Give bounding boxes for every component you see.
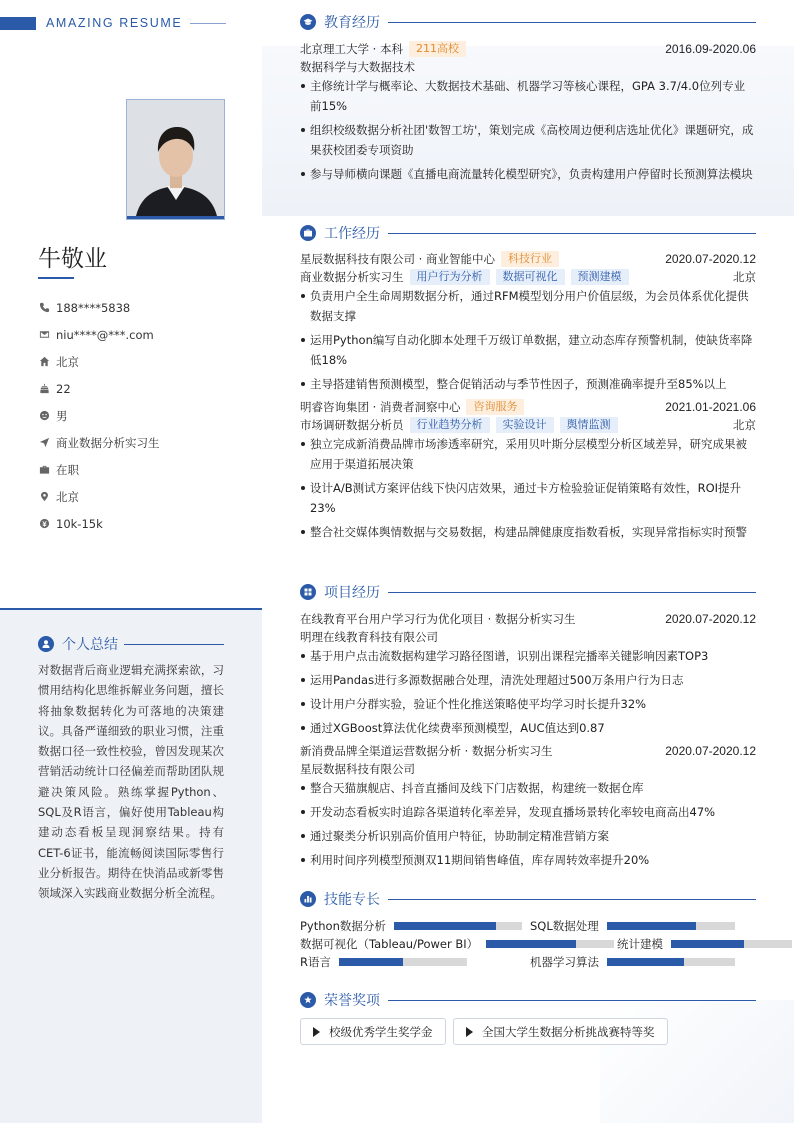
skill-tag: 数据可视化 <box>496 269 565 285</box>
info-email <box>38 321 160 348</box>
project-org-row <box>300 760 756 778</box>
awards-heading <box>300 990 756 1010</box>
list-item: 组织校级数据分析社团'数智工坊'，策划完成《高校周边便利店选址优化》课题研究，成果获校团委专项资助 <box>300 120 756 160</box>
salary-icon <box>38 518 50 530</box>
education-date: 2016.09-2020.06 <box>665 42 756 56</box>
project-bullets <box>300 646 756 742</box>
list-item: 负责用户全生命周期数据分析，通过RFM模型划分用户价值层级，为会员体系优化提供数据支撑 <box>300 286 756 326</box>
job-bullets <box>300 286 756 398</box>
info-text: 男 <box>56 408 68 423</box>
skill-tag: 预测建模 <box>571 269 629 285</box>
personal-info-list <box>38 294 160 537</box>
section-line <box>388 233 756 234</box>
brand-bar <box>0 17 36 30</box>
briefcase-icon <box>38 464 50 476</box>
industry-tag: 咨询服务 <box>466 399 524 415</box>
skill-item <box>530 918 735 934</box>
info-text: niu****@***.com <box>56 327 154 342</box>
education-title: 教育经历 <box>324 15 380 31</box>
skills-heading <box>300 889 756 909</box>
bar-chart-icon <box>300 891 316 907</box>
skill-item <box>300 936 614 952</box>
skill-name: R语言 <box>300 955 331 969</box>
award-name: 校级优秀学生奖学金 <box>329 1024 433 1039</box>
list-item: 通过XGBoost算法优化续费率预测模型，AUC值达到0.87 <box>300 718 756 738</box>
play-triangle-icon <box>466 1027 473 1037</box>
project-name: 在线教育平台用户学习行为优化项目 · 数据分析实习生 <box>300 612 576 626</box>
skill-name: 数据可视化（Tableau/Power BI） <box>300 937 479 951</box>
info-text: 在职 <box>56 462 79 477</box>
info-text: 北京 <box>56 354 79 369</box>
info-text: 188****5838 <box>56 300 131 315</box>
section-line <box>388 592 756 593</box>
section-line <box>388 1000 756 1001</box>
skill-tag: 行业趋势分析 <box>410 417 490 433</box>
skill-bar-fill <box>394 922 496 930</box>
job-role: 市场调研数据分析员 <box>300 418 404 432</box>
skill-tag: 用户行为分析 <box>410 269 490 285</box>
job-date: 2021.01-2021.06 <box>665 400 756 414</box>
info-gender <box>38 402 160 429</box>
list-item: 独立完成新消费品牌市场渗透率研究，采用贝叶斯分层模型分析区域差异，研究成果被应用于渠道拓展决策 <box>300 434 756 474</box>
home-icon <box>38 356 50 368</box>
skill-tag: 舆情监测 <box>560 417 618 433</box>
skill-bar <box>486 940 614 948</box>
info-age <box>38 375 160 402</box>
job-date: 2020.07-2020.12 <box>665 252 756 266</box>
job-city: 北京 <box>733 418 756 432</box>
work-heading <box>300 223 756 243</box>
section-line <box>388 22 756 23</box>
job-role-row <box>300 416 756 434</box>
skill-bar-fill <box>486 940 576 948</box>
brand-line <box>190 23 226 24</box>
company-name: 明睿咨询集团 · 消费者洞察中心 <box>300 400 461 414</box>
info-hometown <box>38 348 160 375</box>
skill-bar <box>394 922 522 930</box>
list-item: 开发动态看板实时追踪各渠道转化率差异，发现直播场景转化率较电商高出47% <box>300 802 756 822</box>
info-status <box>38 456 160 483</box>
job-city: 北京 <box>733 270 756 284</box>
list-item: 设计A/B测试方案评估线下快闪店效果，通过卡方检验验证促销策略有效性，ROI提升23% <box>300 478 756 518</box>
project-name: 新消费品牌全渠道运营数据分析 · 数据分析实习生 <box>300 744 553 758</box>
info-phone <box>38 294 160 321</box>
skills-title: 技能专长 <box>324 892 380 908</box>
skill-name: SQL数据处理 <box>530 919 599 933</box>
list-item: 运用Python编写自动化脚本处理千万级订单数据，建立动态库存预警机制，使缺货率降低18% <box>300 330 756 370</box>
project-org-row <box>300 628 756 646</box>
company-name: 星辰数据科技有限公司 · 商业智能中心 <box>300 252 495 266</box>
list-item: 利用时间序列模型预测双11期间销售峰值，库存周转效率提升20% <box>300 850 756 870</box>
skill-name: 机器学习算法 <box>530 955 599 969</box>
award-icon <box>300 992 316 1008</box>
project-org: 明理在线教育科技有限公司 <box>300 630 438 644</box>
play-triangle-icon <box>313 1027 320 1037</box>
skill-item <box>300 918 522 934</box>
summary-text: 对数据背后商业逻辑充满探索欲，习惯用结构化思维拆解业务问题，擅长将抽象数据转化为可落地的决策建议。具备严谨细致的职业习惯，注重数据口径一致性校验，曾因发现某次营销活动统计口径偏差而帮助团队规避决策风险。熟练掌握Python、SQL及R语言，偏好使用Tableau构建动态看板呈现洞察结果。持有CET-6证书，能流畅阅读国际零售行业分析报告。期待在快消品或新零售领域深入实践商业数据分析全流程。 <box>38 663 224 901</box>
list-item: 通过聚类分析识别高价值用户特征，协助制定精准营销方案 <box>300 826 756 846</box>
project-org: 星辰数据科技有限公司 <box>300 762 415 776</box>
education-bullets <box>300 76 756 188</box>
summary-heading <box>38 634 224 654</box>
work-title: 工作经历 <box>324 226 380 242</box>
face-icon <box>38 410 50 422</box>
person-name: 牛敬业 <box>38 246 107 272</box>
section-line <box>388 899 756 900</box>
list-item: 主导搭建销售预测模型，整合促销活动与季节性因子，预测准确率提升至85%以上 <box>300 374 756 394</box>
grid-icon <box>300 584 316 600</box>
user-icon <box>38 636 54 652</box>
briefcase-icon <box>300 225 316 241</box>
skill-bar-fill <box>607 958 684 966</box>
award-name: 全国大学生数据分析挑战赛特等奖 <box>482 1024 655 1039</box>
cake-icon <box>38 383 50 395</box>
list-item: 基于用户点击流数据构建学习路径图谱，识别出课程完播率关键影响因素TOP3 <box>300 646 756 666</box>
list-item: 运用Pandas进行多源数据融合处理，清洗处理超过500万条用户行为日志 <box>300 670 756 690</box>
portrait-image <box>127 100 225 220</box>
list-item: 参与导师横向课题《直播电商流量转化模型研究》，负责构建用户停留时长预测算法模块 <box>300 164 756 184</box>
skill-bar <box>607 958 735 966</box>
list-item: 整合天猫旗舰店、抖音直播间及线下门店数据，构建统一数据仓库 <box>300 778 756 798</box>
info-text: 10k-15k <box>56 516 103 531</box>
mail-icon <box>38 329 50 341</box>
list-item: 主修统计学与概率论、大数据技术基础、机器学习等核心课程，GPA 3.7/4.0位列专业前15% <box>300 76 756 116</box>
job-role-row <box>300 268 756 286</box>
info-text: 北京 <box>56 489 79 504</box>
skill-tag: 实验设计 <box>496 417 554 433</box>
projects-heading <box>300 582 756 602</box>
project-header-row <box>300 742 756 760</box>
skill-bar-fill <box>607 922 697 930</box>
send-icon <box>38 437 50 449</box>
summary-title-line <box>124 644 224 645</box>
projects-title: 项目经历 <box>324 585 380 601</box>
skill-bar <box>607 922 735 930</box>
photo-accent-bar <box>127 216 224 219</box>
skill-item <box>300 954 467 970</box>
phone-icon <box>38 302 50 314</box>
info-text: 22 <box>56 381 71 396</box>
location-icon <box>38 491 50 503</box>
job-role: 商业数据分析实习生 <box>300 270 404 284</box>
info-text: 商业数据分析实习生 <box>56 435 160 450</box>
project-date: 2020.07-2020.12 <box>665 744 756 758</box>
info-target-job <box>38 429 160 456</box>
skill-item <box>530 954 735 970</box>
education-heading <box>300 12 756 32</box>
info-location <box>38 483 160 510</box>
name-underline <box>38 277 74 279</box>
project-bullets <box>300 778 756 874</box>
school-tag: 211高校 <box>409 41 466 57</box>
graduation-cap-icon <box>300 14 316 30</box>
skill-name: 统计建模 <box>617 937 663 951</box>
list-item: 整合社交媒体舆情数据与交易数据，构建品牌健康度指数看板，实现异常指标实时预警 <box>300 522 756 542</box>
industry-tag: 科技行业 <box>501 251 559 267</box>
school-name: 北京理工大学 · 本科 <box>300 42 403 56</box>
job-header-row <box>300 250 756 268</box>
skill-item <box>617 936 792 952</box>
list-item: 设计用户分群实验，验证个性化推送策略使平均学习时长提升32% <box>300 694 756 714</box>
skill-bar <box>671 940 792 948</box>
job-bullets <box>300 434 756 546</box>
skill-bar-fill <box>671 940 744 948</box>
project-header-row <box>300 610 756 628</box>
skill-bar <box>339 958 467 966</box>
major-row <box>300 58 756 76</box>
job-header-row <box>300 398 756 416</box>
awards-title: 荣誉奖项 <box>324 993 380 1009</box>
brand-header <box>0 16 226 30</box>
award-item <box>300 1018 446 1045</box>
skill-name: Python数据分析 <box>300 919 386 933</box>
profile-photo <box>126 99 225 220</box>
info-salary <box>38 510 160 537</box>
major: 数据科学与大数据技术 <box>300 60 415 74</box>
skill-bar-fill <box>339 958 403 966</box>
project-date: 2020.07-2020.12 <box>665 612 756 626</box>
education-header-row <box>300 40 756 58</box>
brand-text: AMAZING RESUME <box>46 16 183 30</box>
award-item <box>453 1018 668 1045</box>
summary-title: 个人总结 <box>62 637 118 653</box>
